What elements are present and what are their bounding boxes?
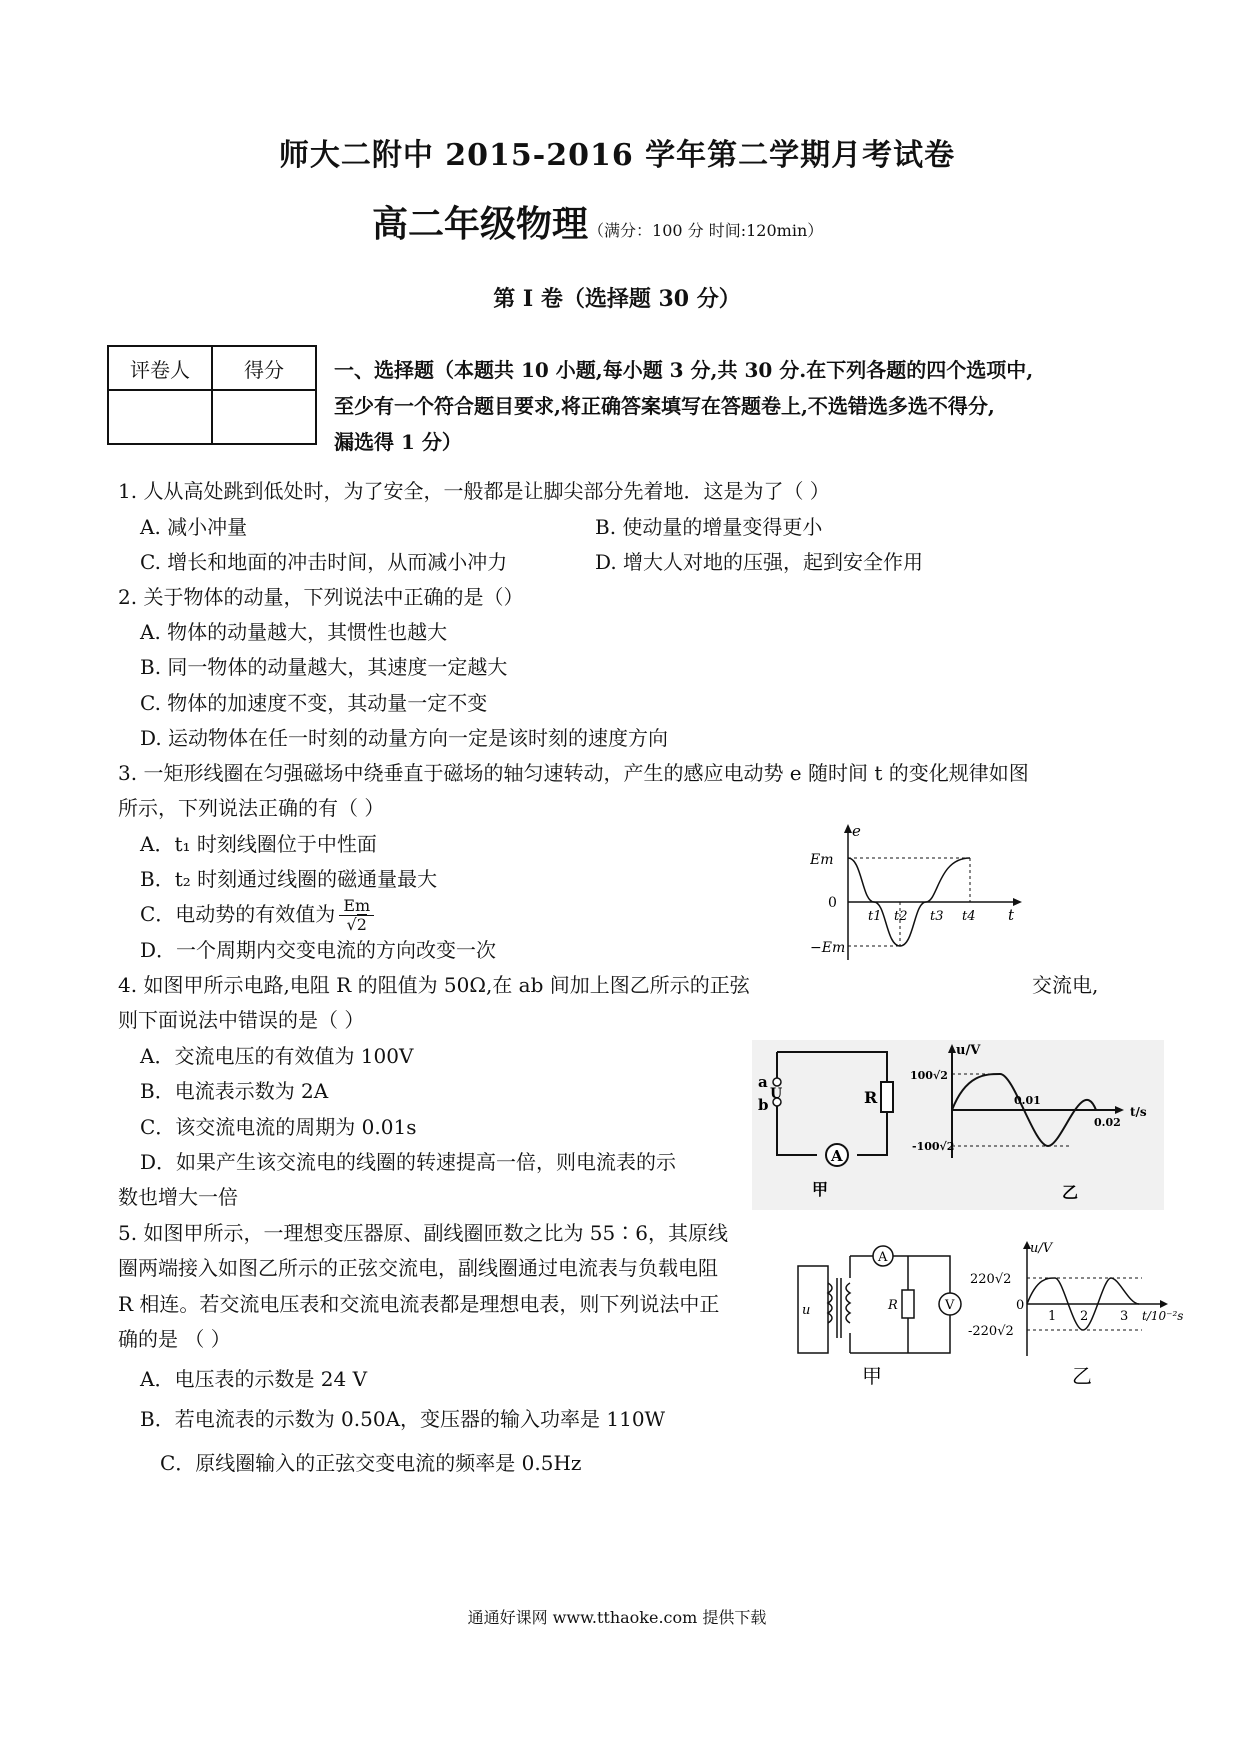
q5-graph-axis-t: t/10⁻²s	[1142, 1309, 1184, 1323]
q5-resistor-label: R	[888, 1298, 898, 1313]
q3-option-b: B．t₂ 时刻通过线圈的磁通量最大	[140, 867, 438, 891]
q4-graph-t001: 0.01	[1014, 1094, 1041, 1107]
q3-emf-graph	[810, 820, 1030, 970]
q3-label-t4: t4	[962, 909, 976, 924]
q4-option-a: A．交流电压的有效值为 100V	[140, 1044, 414, 1068]
grader-cell	[108, 390, 212, 444]
q1-option-a: A. 减小冲量	[140, 515, 248, 539]
q5-stem-line-1: 5. 如图甲所示，一理想变压器原、副线圈匝数之比为 55∶6，其原线	[118, 1221, 728, 1245]
q4-graph-axis-t: t/s	[1130, 1105, 1147, 1119]
grader-header: 评卷人	[108, 346, 212, 390]
q5-graph-t1: 1	[1048, 1309, 1057, 1324]
q5-stem-line-3: R 相连。若交流电压表和交流电流表都是理想电表，则下列说法中正	[118, 1292, 720, 1316]
q1-option-d: D. 增大人对地的压强，起到安全作用	[595, 550, 924, 574]
q4-label-a: a	[758, 1073, 768, 1091]
q5-stem-line-4: 确的是 （ ）	[118, 1327, 231, 1351]
q3-axis-t: t	[1008, 906, 1015, 924]
q3-stem-line-2: 所示，下列说法正确的有（ ）	[118, 796, 385, 820]
q3-option-a: A．t₁ 时刻线圈位于中性面	[140, 832, 377, 856]
exam-title: 师大二附中 2015-2016 学年第二学期月考试卷	[278, 138, 956, 173]
q1-stem: 1. 人从高处跳到低处时，为了安全，一般都是让脚尖部分先着地．这是为了（ ）	[118, 479, 830, 503]
q5-option-a: A．电压表的示数是 24 V	[140, 1367, 368, 1391]
q4-caption-yi: 乙	[1062, 1183, 1079, 1202]
q4-figure	[752, 1040, 1164, 1210]
q4-resistor	[881, 1082, 893, 1112]
section-line-2: 至少有一个符合题目要求,将正确答案填写在答题卷上,不选错选多选不得分,	[334, 394, 995, 418]
q3-formula-denominator: √2	[346, 915, 367, 934]
q5-caption-jia: 甲	[862, 1364, 882, 1388]
q3-option-c	[140, 897, 374, 934]
q3-formula-sqrt: 2	[356, 915, 367, 934]
section-line-1: 一、选择题（本题共 10 小题,每小题 3 分,共 30 分.在下列各题的四个选项中,	[334, 358, 1034, 382]
q4-graph-t002: 0.02	[1094, 1116, 1121, 1129]
q5-graph-zero: 0	[1016, 1298, 1025, 1313]
q4-option-d-line-2: 数也增大一倍	[118, 1185, 238, 1209]
q1-option-b: B. 使动量的增量变得更小	[595, 515, 823, 539]
q5-option-c: C．原线圈输入的正弦交变电流的频率是 0.5Hz	[160, 1451, 582, 1475]
subject-line	[372, 196, 823, 247]
q3-label-em: Em	[810, 852, 834, 868]
q3-label-t1: t1	[868, 909, 882, 924]
q4-stem-line-2: 则下面说法中错误的是（ ）	[118, 1008, 365, 1032]
score-header: 得分	[212, 346, 316, 390]
q4-option-c: C．该交流电流的周期为 0.01s	[140, 1115, 417, 1139]
q5-voltmeter-label: V	[945, 1298, 955, 1313]
footer-credit: 通通好课网 www.tthaoke.com 提供下载	[467, 1608, 767, 1627]
q2-option-d: D. 运动物体在任一时刻的动量方向一定是该时刻的速度方向	[140, 726, 669, 750]
q5-option-b: B．若电流表的示数为 0.50A，变压器的输入功率是 110W	[140, 1407, 666, 1431]
q5-graph-bottom-label: -220√2	[968, 1324, 1014, 1339]
q3-label-neg-em: −Em	[810, 940, 846, 956]
q4-terminal-a	[773, 1078, 781, 1086]
score-cell	[212, 390, 316, 444]
q2-option-a: A. 物体的动量越大，其惯性也越大	[140, 620, 448, 644]
q4-option-b: B．电流表示数为 2A	[140, 1079, 329, 1103]
q3-formula-numerator: Em	[339, 897, 374, 916]
section-instructions	[334, 352, 1094, 460]
q5-ammeter-label: A	[878, 1250, 888, 1265]
q3-option-d: D．一个周期内交变电流的方向改变一次	[140, 938, 497, 962]
q3-y-arrow-icon	[844, 824, 852, 833]
subject-title: 高二年级物理	[372, 203, 589, 245]
q5-graph-axis-u: u/V	[1030, 1241, 1053, 1256]
q5-secondary-coil-icon	[846, 1283, 850, 1323]
q3-x-arrow-icon	[1013, 898, 1022, 906]
q3-axis-e: e	[852, 822, 861, 840]
q3-label-zero: 0	[828, 895, 837, 911]
q2-option-b: B. 同一物体的动量越大，其速度一定越大	[140, 655, 508, 679]
q5-graph-x-arrow-icon	[1160, 1300, 1168, 1308]
q5-graph-t2: 2	[1080, 1309, 1089, 1324]
q4-graph-top-label: 100√2	[910, 1069, 948, 1082]
q4-stem-line-1a: 4. 如图甲所示电路,电阻 R 的阻值为 50Ω,在 ab 间加上图乙所示的正弦	[118, 973, 750, 997]
section-line-3: 漏选得 1 分）	[334, 430, 462, 454]
q2-stem: 2. 关于物体的动量，下列说法中正确的是（）	[118, 585, 524, 609]
q4-label-r: R	[864, 1088, 878, 1107]
q4-stem-line-1b: 交流电,	[1032, 973, 1099, 997]
part-heading: 第 I 卷（选择题 30 分）	[493, 286, 741, 312]
q4-ammeter-label: A	[831, 1147, 843, 1165]
q4-option-d-line-1: D．如果产生该交流电的线圈的转速提高一倍，则电流表的示	[140, 1150, 677, 1174]
q5-secondary-loop	[850, 1256, 950, 1353]
q3-option-c-formula	[339, 897, 374, 934]
q3-option-c-text: C．电动势的有效值为	[140, 902, 336, 926]
q5-figure	[790, 1238, 1210, 1388]
q5-graph-t3: 3	[1120, 1309, 1129, 1324]
q3-label-t2: t2	[894, 909, 908, 924]
q4-graph-axis-u: u/V	[956, 1043, 981, 1058]
q2-option-c: C. 物体的加速度不变，其动量一定不变	[140, 691, 488, 715]
q5-caption-yi: 乙	[1072, 1364, 1092, 1388]
q4-caption-jia: 甲	[812, 1180, 829, 1199]
q4-label-u: U	[770, 1086, 783, 1102]
q5-u-label: u	[802, 1303, 811, 1318]
q3-label-t3: t3	[930, 909, 944, 924]
q4-graph-bottom-label: -100√2	[912, 1140, 955, 1153]
q5-resistor	[902, 1290, 914, 1318]
q3-stem-line-1: 3. 一矩形线圈在匀强磁场中绕垂直于磁场的轴匀速转动，产生的感应电动势 e 随时间 t 的变化规律如图	[118, 761, 1029, 785]
score-table	[107, 345, 317, 445]
subject-note: （满分：100 分 时间:120min）	[588, 221, 824, 240]
q5-stem-line-2: 圈两端接入如图乙所示的正弦交流电，副线圈通过电流表与负载电阻	[118, 1256, 718, 1280]
q1-option-c: C. 增长和地面的冲击时间，从而减小冲力	[140, 550, 508, 574]
q5-graph-top-label: 220√2	[970, 1272, 1012, 1287]
q4-label-b: b	[758, 1096, 769, 1114]
